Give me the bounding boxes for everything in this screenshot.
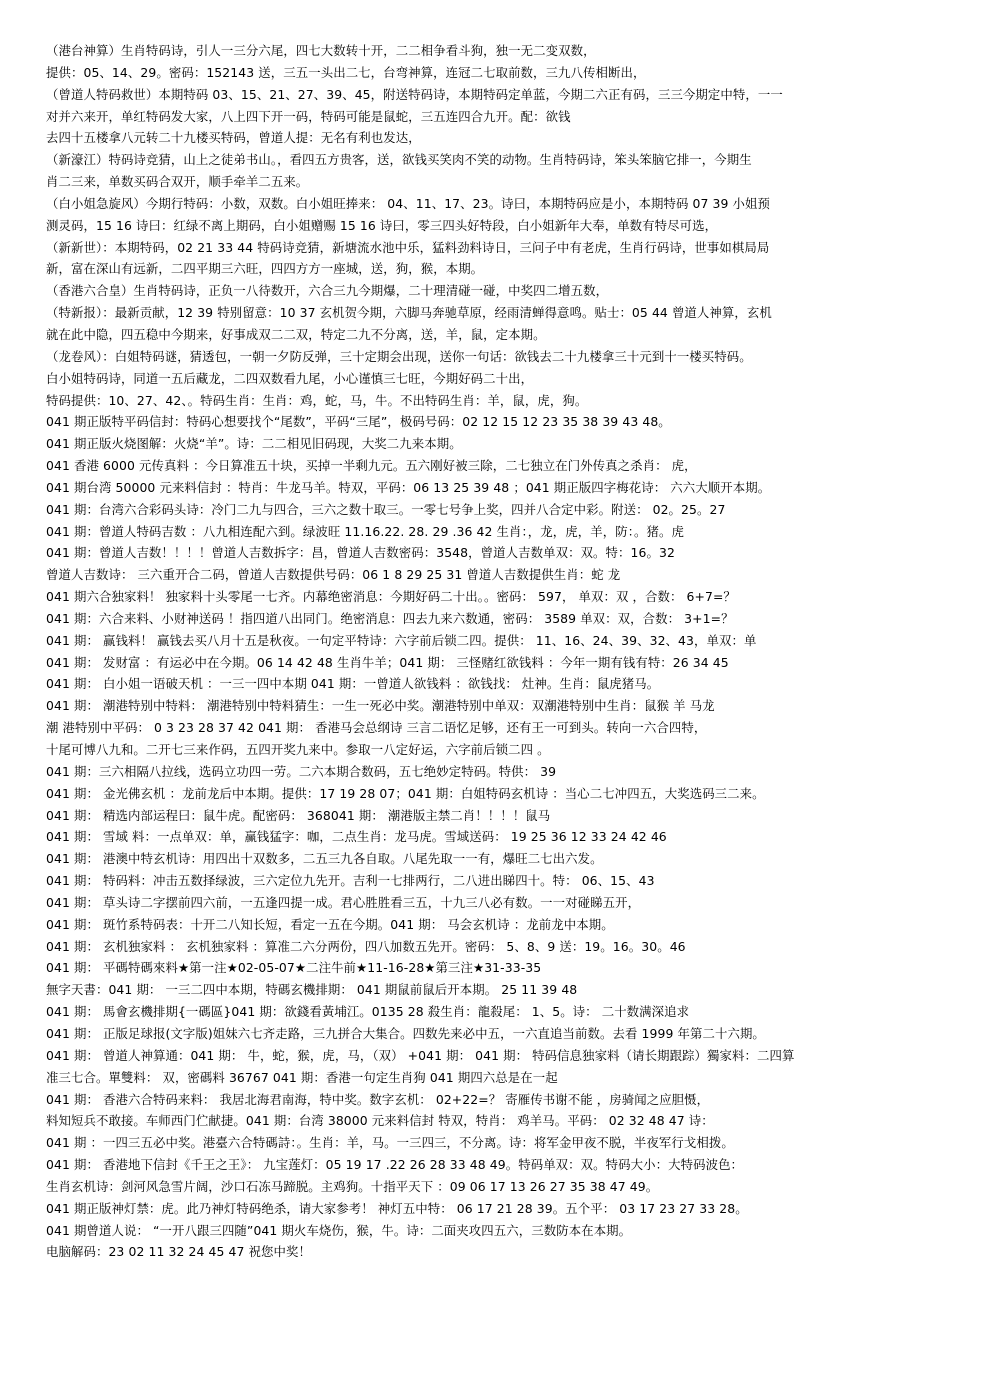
text-line: 041 香港 6000 元传真料 ：今日算准五十块，买掉一半剩九元。五六刚好被三除，二七独立在门外传真之杀肖： 虎， <box>46 458 697 474</box>
text-line: 041 期：三六相隔八拉线，选码立功四一劳。二六本期合数码，五七绝妙定特码。特供： 39 <box>46 763 557 779</box>
text-line: 提供：05、14、29。密码：152143 送，三五一头出二七，台弯神算，连冠二七取前数，三九八传相断出， <box>46 64 646 80</box>
text-line: （白小姐急旋风）今期行特码：小数，双数。白小姐旺捧来： 04、11、17、23。诗曰，本期特码应是小，本期特码 07 39 小姐预 <box>46 195 770 211</box>
text-line: 041 期： 香港六合特码来料： 我居北海君南海，特中奖。数字玄机： 02+22=？ 寄雁传书谢不能 ，房骑闻之应胆慑， <box>46 1091 710 1107</box>
text-line: 测灵码，15 16 诗曰：红绿不离上期码，白小姐赠赐 15 16 诗曰，零三四头好特段，白小姐新年大奉，单数有特尽可选， <box>46 217 718 233</box>
text-line: 041 期： 正版足球报(文字版)姐妹六七齐走路，三九拼合大集合。四数先来必中五，一六直追当前数。去看 1999 年第二十六期。 <box>46 1025 765 1041</box>
text-line: 041 期正版火烧图解：火烧“羊”。诗：二二相见旧码现，大奖二九来本期。 <box>46 436 462 452</box>
text-line: 041 期： 斑竹系特码表：十开二八知长短，看定一五在今期。041 期： 马会玄机诗 ：龙前龙中本期。 <box>46 916 614 932</box>
text-line: 特码提供：10、27、42、。特码生肖：生肖：鸡，蛇，马，牛。不出特码生肖：羊，鼠，虎，狗。 <box>46 392 588 408</box>
text-line: 041 期：曾道人特码吉数 ：八九相连配六到。绿波旺 11.16.22. 28. 29 .36 42 生肖：，龙，虎，羊，防：。猪。虎 <box>46 523 684 539</box>
text-line: 041 期： 平碼特碼來料★第一注★02-05-07★二注牛前★11-16-28★第三注★31-33-35 <box>46 960 542 976</box>
text-line: 041 期： 赢钱料！ 赢钱去买八月十五是秋夜。一句定平特诗：六字前后锁二四。提供： 11、16、24、39、32、43，单双：单 <box>46 632 757 648</box>
text-line: 041 期六合独家料！ 独家料十头零尾一七齐。内幕绝密消息：今期好码二十出。。密码： 597， 单双：双 ，合数： 6+7=？ <box>46 589 736 605</box>
text-line: 041 期：台湾六合彩码头诗：冷门二九与四合，三六之数十取三。一零七号争上奖，四并八合定中彩。附送： 02。25。27 <box>46 501 726 517</box>
text-line: 041 期： 草头诗二字摆前四六前，一五逢四提一成。君心胜胜看三五，十九三八必有数。一一对碰睇五开， <box>46 894 641 910</box>
text-line: 041 期 ：一四三五必中奖。港臺六合特碼詩：。生肖：羊，马。一三四三，不分离。诗：将军金甲夜不脱，半夜军行戈相拨。 <box>46 1135 734 1151</box>
text-line: 041 期： 白小姐一语破天机 ：一三一四中本期 041 期：一曾道人欲钱料 ：欲钱找： 灶神。生肖：鼠虎猪马。 <box>46 676 660 692</box>
text-line: 准三七合。單雙料： 双，密碼料 36767 041 期：香港一句定生肖狗 041 期四六总是在一起 <box>46 1069 558 1085</box>
text-line: 041 期：曾道人吉数！！！！曾道人吉数拆字：昌，曾道人吉数密码：3548，曾道人吉数单双：双。特：16。32 <box>46 545 675 561</box>
text-line: 041 期： 潮港特别中特料： 潮港特别中特料猜生：一生一死必中奖。潮港特别中单双：双潮港特别中生肖：鼠猴 羊 马龙 <box>46 698 715 714</box>
text-line: 肖二三来，单数买码合双开，顺手牵羊二五来。 <box>46 174 309 190</box>
text-line: 电脑解码：23 02 11 32 24 45 47 祝您中奖！ <box>46 1244 311 1260</box>
text-line: 041 期曾道人说： “一开八跟三四随”041 期火车烧伤，猴，牛。诗：二面夹攻四五六，三数防本在本期。 <box>46 1222 632 1238</box>
text-line: 無字天書：041 期： 一三二四中本期，特碼玄機排期： 041 期鼠前鼠后开本期。 25 11 39 48 <box>46 982 578 998</box>
text-line: 料知短兵不敢接。车师西门伫献捷。041 期：台湾 38000 元来料信封 特双，特肖： 鸡羊马。平码： 02 32 48 47 诗： <box>46 1113 714 1129</box>
text-line: 041 期： 特码料：冲击五数择绿波，三六定位九先开。吉利一七排两行，二八进出睇四十。特： 06、15、43 <box>46 873 655 889</box>
text-line: 去四十五楼拿八元转二十九楼买特码，曾道人提：无名有利也发达， <box>46 130 421 146</box>
text-line: 041 期：六合来料、小财神送码 ！指四道八出同门。绝密消息：四去九来六数通，密码： 3589 单双：双，合数： 3+1=？ <box>46 610 734 626</box>
text-line: 041 期： 玄机独家料 ： 玄机独家料 ：算准二六分两份，四八加数五先开。密码： 5、8、9 送：19。16。30。46 <box>46 938 686 954</box>
text-line: （新新世）：本期特码，02 21 33 44 特码诗竞猜，新塘流水池中乐，猛料劲料诗日，三问子中有老虎，生肖行码诗，世事如棋局局 <box>46 239 770 255</box>
text-line: 就在此中隐，四五稳中今期来，好事成双二二双，特定二九不分离，送，羊，鼠，定本期。 <box>46 326 546 342</box>
text-line: 十尾可博八九和。二开七三来作码，五四开奖九来中。参取一八定好运，六字前后锁二四 。 <box>46 742 550 757</box>
text-line: 041 期： 发财富 ：有运必中在今期。06 14 42 48 生肖牛羊；041 期： 三怪赌红欲钱料 ：今年一期有钱有特：26 34 45 <box>46 654 729 670</box>
text-line: 041 期： 港澳中特玄机诗：用四出十双数多，二五三九各自取。八尾先取一一有，爆旺二七出六发。 <box>46 851 603 867</box>
text-line: 041 期正版特平码信封：特码心想要找个“尾数”，平码“三尾”，极码号码：02 12 15 12 23 35 38 39 43 48。 <box>46 414 671 430</box>
text-line: 潮 港特别中平码： 0 3 23 28 37 42 041 期： 香港马会总纲诗 三言二语忆足够，还有王一可到头。转向一六合四特， <box>46 720 707 736</box>
text-line: 041 期： 馬會玄機排期{一碼區}041 期：欲錢看黃埔江。0135 28 殺生肖：龍殺尾： 1、5。诗： 二十数满深追求 <box>46 1004 690 1020</box>
text-line: （龙卷风）：白姐特码谜，猜透包，一朝一夕防反弹，三十定期会出现，送你一句话：欲钱去二十九楼拿三十元到十一楼买特码。 <box>46 348 752 364</box>
text-line: （新濠江）特码诗竞猜，山上之徒弟书山。，看四五方贵客，送，欲钱买笑肉不笑的动物。生肖特码诗，笨头笨脑它排一，今期生 <box>46 152 752 168</box>
text-line: 041 期台湾 50000 元来料信封 ：特肖：牛龙马羊。特双，平码：06 13 25 39 48 ；041 期正版四字梅花诗： 六六大顺开本期。 <box>46 479 771 495</box>
text-line: 041 期： 曾道人神算通：041 期： 牛，蛇，猴，虎，马，（双） +041 期： 041 期： 特码信息独家料（请长期跟踪）獨家料：二四算 <box>46 1047 795 1063</box>
text-line: （曾道人特码救世）本期特码 03、15、21、27、39、45，附送特码诗，本期特码定单蓝，今期二六正有码，三三今期定中特，一一 <box>46 86 783 102</box>
text-line: （香港六合皇）生肖特码诗，正负一八待数开，六合三九今期爆，二十理清碰一碰，中奖四二增五数， <box>46 283 609 299</box>
text-line: 041 期： 金光佛玄机 ：龙前龙后中本期。提供：17 19 28 07；041 期：白姐特码玄机诗 ：当心二七冲四五，大奖选码三二来。 <box>46 785 765 801</box>
text-line: 新，富在深山有远新，二四平期三六旺，四四方方一座城，送，狗，猴，本期。 <box>46 261 484 277</box>
text-line: 041 期： 雪域 料：一点单双：单，赢钱猛字：咖，二点生肖：龙马虎。雪域送码： 19 25 36 12 33 24 42 46 <box>46 829 667 845</box>
text-line: 041 期： 精选内部运程曰：鼠牛虎。配密码： 368041 期： 潮港版主禁二肖！！！！鼠马 <box>46 807 551 823</box>
text-line: 对并六来开，单红特码发大家，八上四下开一码，特码可能是鼠蛇，三五连四合九开。配：欲钱 <box>46 108 571 124</box>
text-line: 曾道人吉数诗： 三六重开合二码，曾道人吉数提供号码：06 1 8 29 25 31 曾道人吉数提供生肖：蛇 龙 <box>46 567 621 583</box>
text-line: 041 期正版神灯禁：虎。此乃神灯特码绝杀，请大家参考！ 神灯五中特： 06 17 21 28 39。五个平： 03 17 23 27 33 28。 <box>46 1200 748 1216</box>
text-line: （特新报）：最新贡献，12 39 特别留意：10 37 玄机贺今期，六脚马奔驰草原，经雨清蝉得意鸣。贴士：05 44 曾道人神算，玄机 <box>46 305 772 321</box>
text-line: 白小姐特码诗，同道一五后藏龙，二四双数看九尾，小心谨慎三七旺，今期好码二十出， <box>46 370 534 386</box>
text-line: （港台神算）生肖特码诗，引人一三分六尾，四七大数转十开，二二相争看斗狗，独一无二变双数， <box>46 43 596 58</box>
text-line: 生肖玄机诗：剑河风急雪片阔，沙口石冻马蹄脱。主鸡狗。十指平天下 ：09 06 17 13 26 27 35 38 47 49。 <box>46 1178 659 1194</box>
text-line: 041 期： 香港地下信封《千王之王》： 九宝莲灯：05 19 17 .22 26 28 33 48 49。特码单双：双。特码大小：大特码波色： <box>46 1157 744 1173</box>
